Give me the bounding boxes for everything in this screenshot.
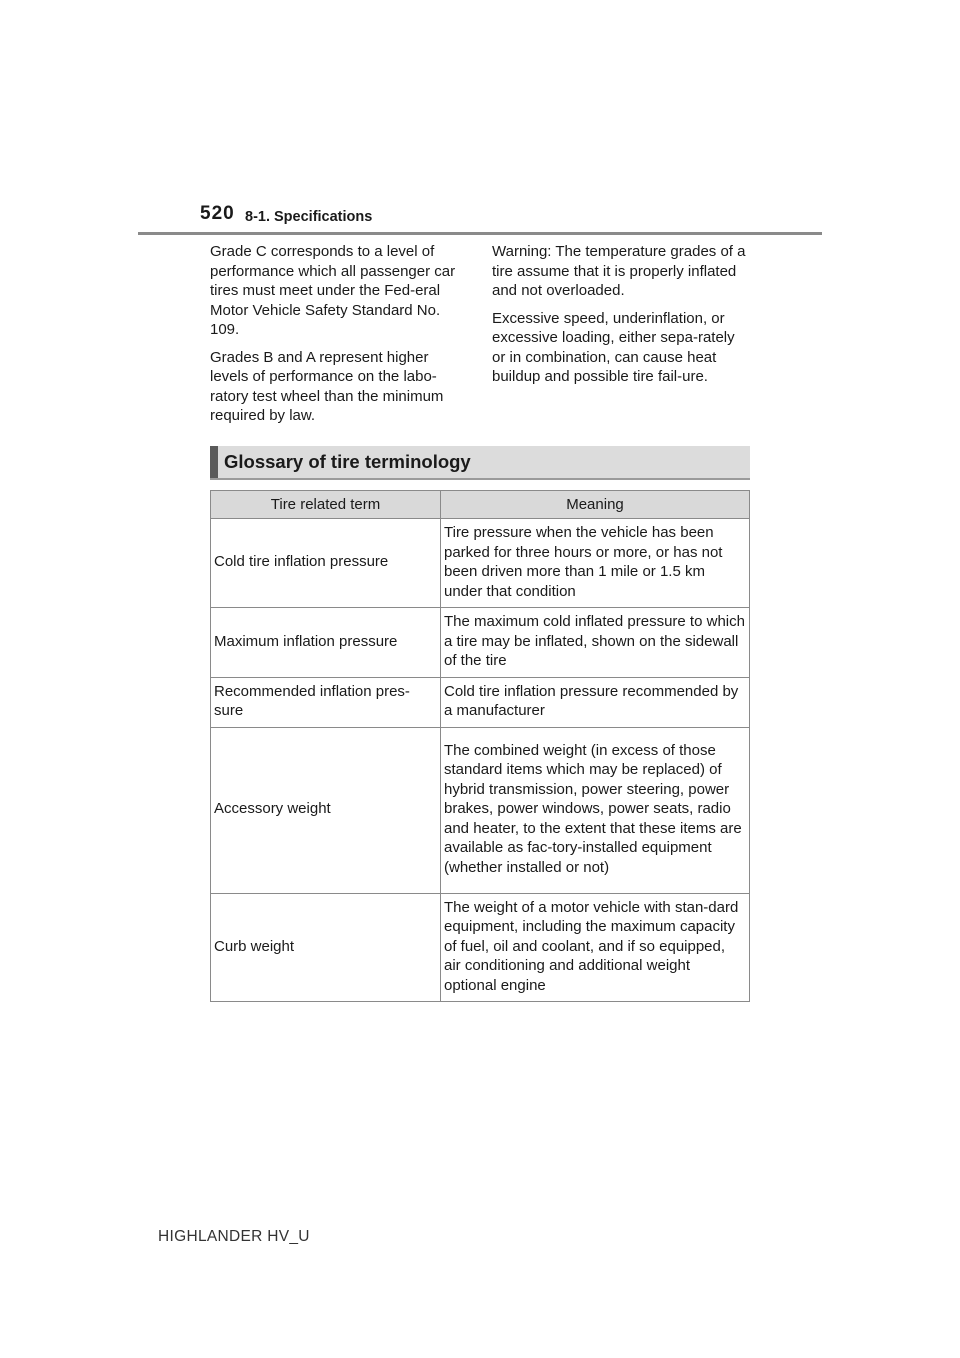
left-column (210, 242, 466, 434)
meaning-cell: The combined weight (in excess of those standard items which may be replaced) of hybrid transmission, power steering, power brakes, power windows, power seats, radio and heater, to the extent that these items are available as fac-tory-installed equipment (whether installed or not) (441, 727, 750, 893)
meaning-cell: Tire pressure when the vehicle has been parked for three hours or more, or has not been driven more than 1 mile or 1.5 km under that condition (441, 519, 750, 608)
table-header-row (211, 491, 750, 519)
section-title: 8-1. Specifications (245, 209, 373, 225)
paragraph-excessive-speed: Excessive speed, underinflation, or excessive loading, either sepa-rately or in combination, can cause heat buildup and possible tire fail-ure. (492, 309, 735, 385)
paragraph-grade-c: Grade C corresponds to a level of performance which all passenger car tires must meet under the Fed-eral Motor Vehicle Safety Standard No. 109. (210, 243, 456, 338)
page-number: 520 (200, 203, 235, 224)
table-row (211, 893, 750, 1002)
header-divider (138, 232, 822, 235)
heading-accent-bar (210, 446, 218, 478)
right-column (492, 242, 750, 395)
term-cell: Recommended inflation pres-sure (211, 677, 441, 727)
table-row (211, 519, 750, 608)
term-cell: Cold tire inflation pressure (211, 519, 441, 608)
meaning-cell: The weight of a motor vehicle with stan-dard equipment, including the maximum capacity of fuel, oil and coolant, and if so equipped, air conditioning and additional weight optional engine (441, 893, 750, 1002)
table-row (211, 727, 750, 893)
column-header-meaning: Meaning (441, 491, 750, 519)
glossary-table (210, 490, 750, 1002)
table-row (211, 677, 750, 727)
paragraph-grades-b-a: Grades B and A represent higher levels of performance on the labo-ratory test wheel than the minimum required by law. (210, 348, 444, 424)
glossary-heading-text: Glossary of tire terminology (224, 451, 471, 472)
meaning-cell: The maximum cold inflated pressure to which a tire may be inflated, shown on the sidewall of the tire (441, 608, 750, 678)
column-header-term: Tire related term (211, 491, 441, 519)
term-cell: Curb weight (211, 893, 441, 1002)
footer-model-name: HIGHLANDER HV_U (158, 1228, 310, 1245)
term-cell: Maximum inflation pressure (211, 608, 441, 678)
paragraph-warning: Warning: The temperature grades of a tire assume that it is properly inflated and not overloaded. (492, 243, 746, 299)
glossary-heading (210, 446, 750, 480)
meaning-cell: Cold tire inflation pressure recommended by a manufacturer (441, 677, 750, 727)
table-row (211, 608, 750, 678)
term-cell: Accessory weight (211, 727, 441, 893)
